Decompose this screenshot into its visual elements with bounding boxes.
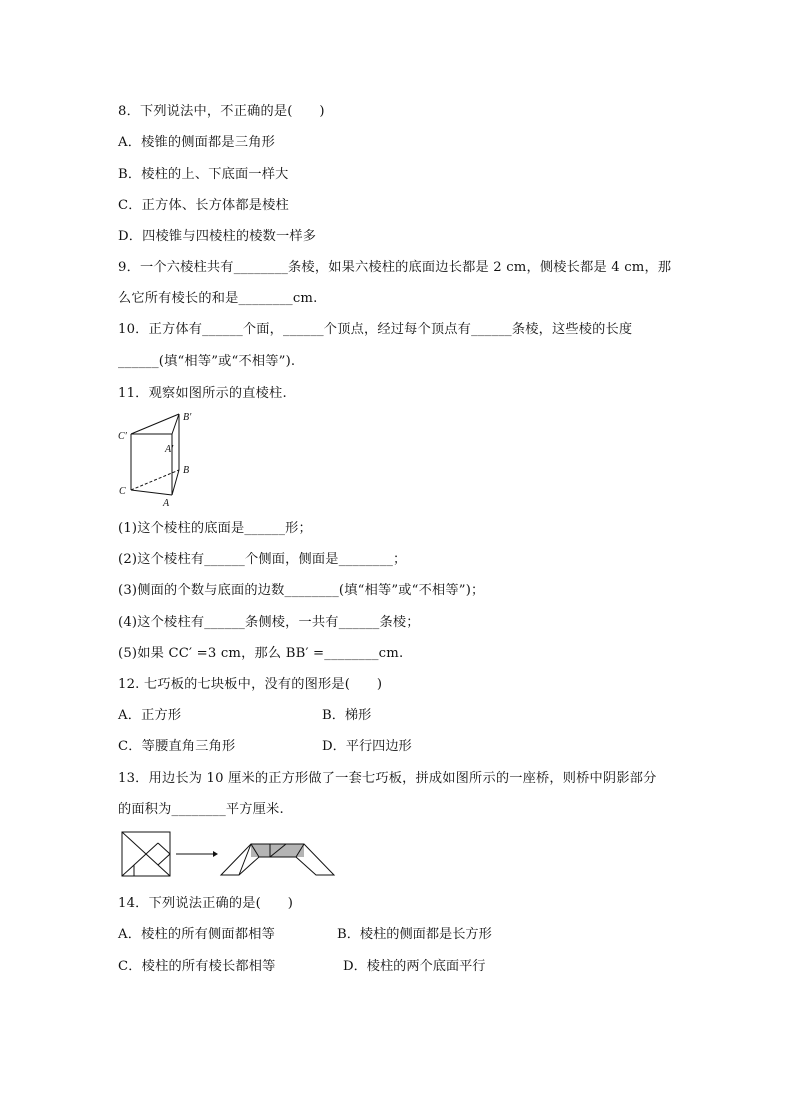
q13-line2: 的面积为________平方厘米. xyxy=(118,802,284,817)
q10-line1: 10．正方体有______个面，______个顶点，经过每个顶点有______条棱，这些棱的长度 xyxy=(118,322,633,337)
q11-stem: 11．观察如图所示的直棱柱. xyxy=(118,386,287,401)
q14-option-a: A．棱柱的所有侧面都相等 xyxy=(118,927,275,942)
label-b-prime: B′ xyxy=(183,412,192,423)
q11-sub4: (4)这个棱柱有______条侧棱，一共有______条棱； xyxy=(118,615,420,630)
q12-stem: 12. 七巧板的七块板中，没有的图形是( ) xyxy=(118,677,383,692)
tangram-inner-4 xyxy=(158,854,170,865)
q8-option-c: C．正方体、长方体都是棱柱 xyxy=(118,198,289,213)
q14-stem: 14．下列说法正确的是( ) xyxy=(118,896,294,911)
prism-figure xyxy=(114,410,204,510)
q11-sub5: (5)如果 CC′ =3 cm，那么 BB′ =________cm. xyxy=(118,646,404,661)
label-b: B xyxy=(183,465,190,476)
edge-ab xyxy=(172,470,179,495)
label-a-prime: A′ xyxy=(165,444,174,455)
q10-line2: ______(填“相等”或“不相等”). xyxy=(118,354,296,369)
q14-option-d: D．棱柱的两个底面平行 xyxy=(343,959,486,974)
q12-option-a: A．正方形 xyxy=(118,708,182,723)
q12-option-c: C．等腰直角三角形 xyxy=(118,739,236,754)
label-c: C xyxy=(119,486,126,497)
tangram-figure xyxy=(118,826,343,882)
arrow-head-icon xyxy=(213,851,218,857)
q14-option-b: B．棱柱的侧面都是长方形 xyxy=(337,927,492,942)
q9-line2: 么它所有棱长的和是________cm. xyxy=(118,291,318,306)
q12-option-b: B．梯形 xyxy=(322,708,372,723)
q11-sub2: (2)这个棱柱有______个侧面，侧面是________； xyxy=(118,552,407,567)
q11-sub1: (1)这个棱柱的底面是______形； xyxy=(118,521,312,536)
q8-option-b: B．棱柱的上、下底面一样大 xyxy=(118,167,289,182)
q8-stem: 8．下列说法中，不正确的是( ) xyxy=(118,104,325,119)
q8-option-d: D．四棱锥与四棱柱的棱数一样多 xyxy=(118,229,317,244)
tangram-inner-2 xyxy=(158,843,170,854)
edge-ca xyxy=(131,490,172,495)
q11-sub3: (3)侧面的个数与底面的边数________(填“相等”或“不相等”)； xyxy=(118,583,485,598)
label-a: A xyxy=(163,498,170,509)
q12-option-d: D．平行四边形 xyxy=(322,739,412,754)
label-c-prime: C′ xyxy=(118,431,127,442)
q13-line1: 13．用边长为 10 厘米的正方形做了一套七巧板，拼成如图所示的一座桥，则桥中阴影部分 xyxy=(118,771,657,786)
edge-c1-b1 xyxy=(131,414,179,434)
bridge-cut-5 xyxy=(239,844,251,875)
q14-option-c: C．棱柱的所有棱长都相等 xyxy=(118,959,276,974)
bridge-shape xyxy=(221,844,334,875)
q9-line1: 9．一个六棱柱共有________条棱，如果六棱柱的底面边长都是 2 cm，侧棱长都是 4 cm，那 xyxy=(118,260,672,275)
tangram-inner-1 xyxy=(146,843,158,854)
q8-option-a: A．棱锥的侧面都是三角形 xyxy=(118,135,275,150)
